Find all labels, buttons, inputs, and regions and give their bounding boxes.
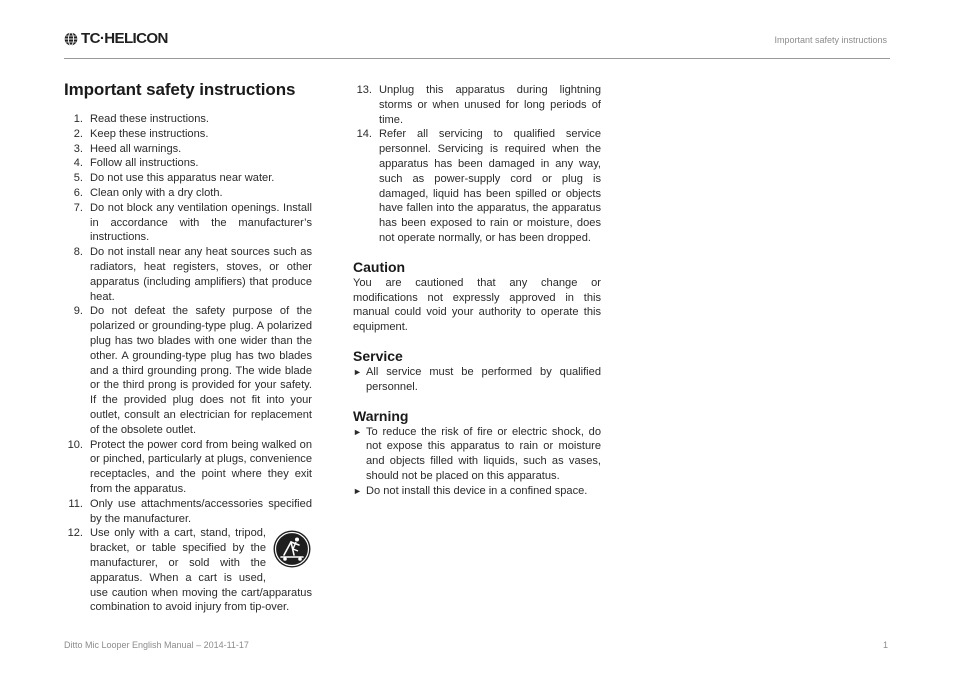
page-header: [64, 30, 890, 59]
item-number: 12.: [67, 527, 83, 540]
item-text: Do not install this device in a confined space.: [366, 484, 588, 497]
item-number: 14.: [356, 128, 372, 141]
list-item: [64, 304, 312, 437]
item-text: Protect the power cord from being walked on or pinched, particularly at plugs, convenience receptacles, and the point where they exit from the apparatus.: [90, 438, 313, 495]
logo-text: TC·HELICON: [81, 31, 168, 47]
page-title: Important safety instructions: [64, 80, 296, 99]
list-item: [353, 83, 601, 127]
item-number: 11.: [68, 497, 83, 510]
item-text: Clean only with a dry cloth.: [90, 186, 223, 199]
brand-logo: [64, 30, 168, 48]
list-item: [64, 201, 312, 245]
warning-heading: Warning: [353, 407, 409, 424]
list-item: [64, 171, 312, 186]
list-item: [64, 526, 312, 615]
item-number: 4.: [73, 157, 83, 170]
item-number: 6.: [73, 186, 83, 199]
list-item: [353, 484, 601, 499]
item-number: 9.: [73, 305, 83, 318]
item-number: 13.: [356, 84, 372, 96]
item-text: Read these instructions.: [90, 113, 210, 125]
item-text: Follow all instructions.: [90, 157, 199, 170]
item-number: 1.: [73, 113, 83, 125]
item-number: 8.: [73, 246, 83, 259]
item-text: Do not block any ventilation openings. Install in accordance with the manufacturer’s instructions.: [90, 201, 312, 244]
item-text: Refer all servicing to qualified service personnel. Servicing is required when the apparatus has been damaged in any way, such as power-supply cord or plug is damaged, liquid has been spilled or objects have fallen into the apparatus, the apparatus has been exposed to rain or moisture, does not operate normally, or has been dropped.: [379, 128, 601, 244]
item-text: Do not use this apparatus near water.: [90, 172, 275, 185]
list-item: [64, 438, 312, 497]
item-number: 5.: [73, 172, 83, 185]
list-item: [64, 186, 312, 201]
bullet-arrow-icon: ►: [353, 485, 362, 496]
left-column: [64, 80, 312, 615]
item-text: All service must be performed by qualified personnel.: [366, 365, 601, 393]
footer-page-number: 1: [882, 640, 888, 650]
item-text: Do not defeat the safety purpose of the polarized or grounding-type plug. A polarized plug has two blades with one wider than the other. A grounding-type plug has two blades and a third grounding prong. The wide blade or the third prong is provided for your safety. If the provided plug does not fit into your outlet, consult an electrician for replacement of the obsolete outlet.: [90, 305, 312, 436]
item-text: Only use attachments/accessories specified by the manufacturer.: [90, 497, 312, 525]
item-text: Heed all warnings.: [90, 142, 182, 155]
caution-heading: Caution: [353, 258, 406, 275]
tc-helicon-globe-icon: [64, 32, 78, 46]
service-list: [353, 365, 601, 395]
item-text: Do not install near any heat sources such as radiators, heat registers, stoves, or other apparatus (including amplifiers) that produce heat.: [90, 246, 312, 303]
bullet-arrow-icon: ►: [353, 426, 362, 437]
instruction-list-continued: [353, 83, 601, 246]
list-item: [64, 127, 312, 142]
list-item: [353, 425, 601, 484]
item-number: 2.: [73, 127, 83, 140]
list-item: [64, 112, 312, 127]
middle-column: [353, 83, 601, 499]
list-item: [353, 365, 601, 395]
item-number: 10.: [67, 438, 83, 451]
list-item: [64, 245, 312, 304]
list-item: [64, 156, 312, 171]
list-item: [353, 127, 601, 245]
item-number: 3.: [73, 142, 83, 155]
caution-text: You are cautioned that any change or modifications not expressly approved in this manual could void your authority to operate this equipment.: [353, 276, 601, 334]
footer-manual-info: Ditto Mic Looper English Manual – 2014-11-17: [64, 640, 249, 650]
instruction-list: [64, 112, 312, 615]
service-heading: Service: [353, 347, 403, 364]
header-section-title: Important safety instructions: [774, 35, 887, 45]
list-item: [64, 497, 312, 527]
item-text: To reduce the risk of fire or electric shock, do not expose this apparatus to rain or moisture and objects filled with liquids, such as vases, should not be placed on this apparatus.: [366, 425, 601, 482]
item-text: Keep these instructions.: [90, 127, 209, 140]
bullet-arrow-icon: ►: [353, 366, 362, 377]
item-text: Use only with a cart, stand, tripod, bracket, or table specified by the manufacturer, or sold with the apparatus. When a cart is used, use caution when moving the cart/apparatus combination to avoid injury from tip-over.: [90, 527, 312, 614]
warning-list: [353, 425, 601, 499]
list-item: [64, 142, 312, 157]
item-number: 7.: [73, 201, 83, 214]
cart-tip-over-warning-icon: [272, 529, 312, 569]
item-text: Unplug this apparatus during lightning storms or when unused for long periods of time.: [379, 84, 601, 126]
